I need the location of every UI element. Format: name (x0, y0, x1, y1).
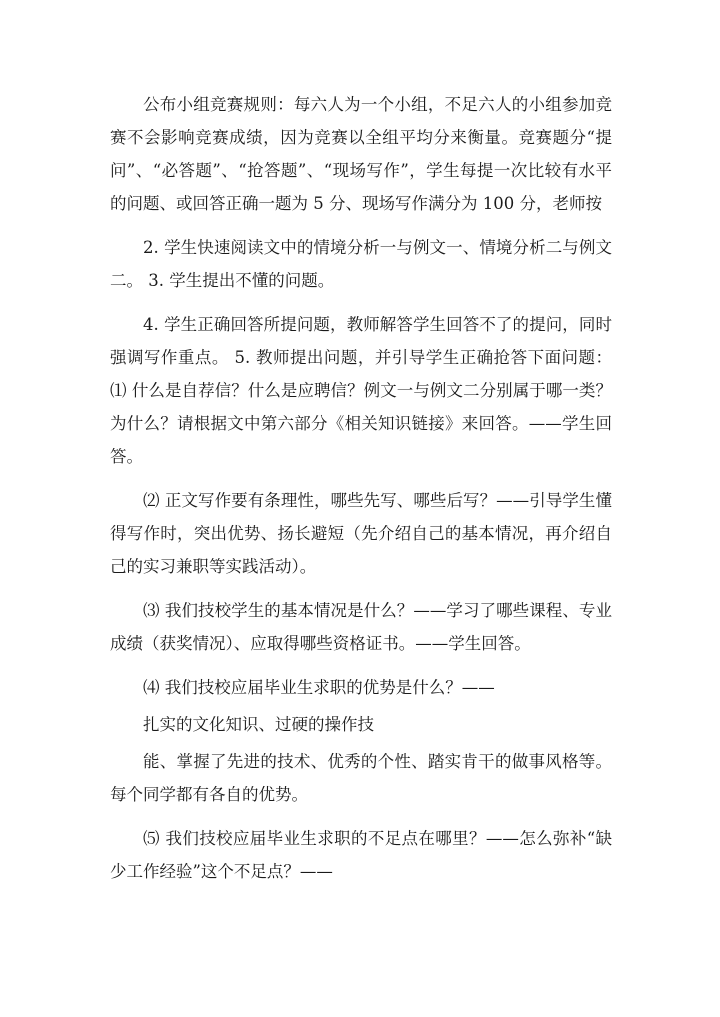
paragraph-competition-rules: 公布小组竞赛规则：每六人为一个小组，不足六人的小组参加竞赛不会影响竞赛成绩，因为竞赛以全组平均分来衡量。竞赛题分“提问”、“必答题”、“抢答题”、“现场写作”，学生每提一次比较有水平的问题、或回答正确一题为 5 分、现场写作满分为 100 分，老师按 (110, 95, 612, 213)
paragraph-question-5: ⑸ 我们技校应届毕业生求职的不足点在哪里？——怎么弥补“缺少工作经验”这个不足点？—— (110, 829, 612, 881)
paragraph-question-4: ⑷ 我们技校应届毕业生求职的优势是什么？—— (143, 678, 495, 697)
paragraph-advantages-part-2: 能、掌握了先进的技术、优秀的个性、踏实肯干的做事风格等。每个同学都有各自的优势。 (110, 752, 612, 804)
paragraph-question-3: ⑶ 我们技校学生的基本情况是什么？——学习了哪些课程、专业成绩（获奖情况）、应取得哪些资格证书。——学生回答。 (110, 601, 612, 653)
paragraph-step-2-3: 2. 学生快速阅读文中的情境分析一与例文一、情境分析二与例文二。 3. 学生提出不懂的问题。 (110, 238, 612, 290)
paragraph-question-2: ⑵ 正文写作要有条理性，哪些先写、哪些后写？——引导学生懂得写作时，突出优势、扬长避短（先介绍自己的基本情况，再介绍自己的实习兼职等实践活动）。 (110, 491, 612, 576)
paragraph-step-4-5: 4. 学生正确回答所提问题，教师解答学生回答不了的提问，同时强调写作重点。 5. 教师提出问题，并引导学生正确抢答下面问题：⑴ 什么是自荐信？什么是应聘信？例文一与例文二分别属于哪一类？为什么？请根据文中第六部分《相关知识链接》来回答。——学生回答。 (110, 315, 612, 466)
paragraph-advantages-part-1: 扎实的文化知识、过硬的操作技 (143, 715, 374, 734)
